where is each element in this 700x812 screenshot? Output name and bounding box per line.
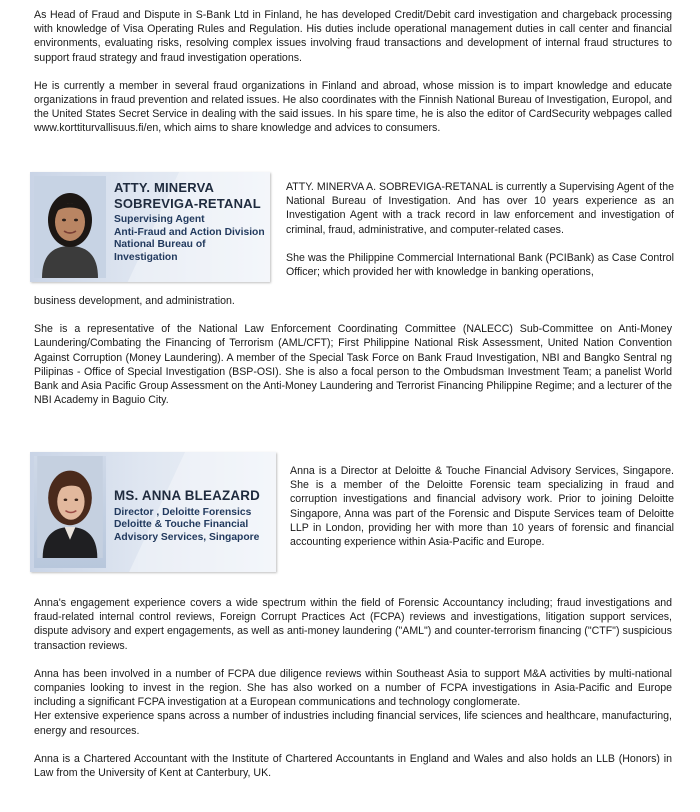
speaker-card-minerva	[30, 172, 270, 282]
speaker-role-line-1: Supervising Agent	[114, 214, 205, 225]
bio-paragraph: Her extensive experience spans across a number of industries including financial services, life sciences and healthcare, manufacturing, energy and resources.	[34, 710, 672, 737]
speaker-card-text-anna	[114, 488, 260, 544]
bio-paragraph: Anna is a Chartered Accountant with the Institute of Chartered Accountants in England and Wales and also holds an LLB (Honors) in Law from the University of Kent at Canterbury, UK.	[34, 752, 672, 780]
speaker-role-line-2: Deloitte & Touche Financial	[114, 519, 249, 531]
bio-paragraph: Anna is a Director at Deloitte & Touche Financial Advisory Services, Singapore. She is a member of the Deloitte Forensic team specializing in fraud and corruption investigations and financial advisory work. Prior to joining Deloitte Singapore, Anna was part of the Forensic and Dispute Services team of Deloitte LLP in London, providing her with more than 10 years of forensic and financial accounting experience within Asia-Pacific and Europe.	[290, 465, 674, 549]
bio-paragraph: Anna has been involved in a number of FCPA due diligence reviews within Southeast Asia to support M&A activities by multi-national companies looking to invest in the region. She has also worked on a number of FCPA investigations in Asia-Pacific and Europe including a significant FCPA investigation at a European communications and technology conglomerate.	[34, 667, 672, 709]
intro-paragraph-2: He is currently a member in several fraud organizations in Finland and abroad, whose mission is to impart knowledge and educate organizations in fraud prevention and related issues. He also coordinates with the Finnish National Bureau of Investigation, Europol, and the United States Secret Service in dealing with the said issues. In his spare time, he is also the editor of CardSecurity webpages called www.korttiturvallisuus.fi/en, which aims to share knowledge and advices to consumers.	[34, 79, 672, 135]
speaker-bio-minerva-right	[286, 180, 674, 279]
portrait-icon	[34, 456, 106, 558]
speaker-role-line-3: Advisory Services, Singapore	[114, 531, 260, 543]
bio-paragraph: Anna's engagement experience covers a wide spectrum within the field of Forensic Accountancy including; fraud investigations and fraud-related internal control reviews, Foreign Corrupt Practices Act (FCPA) reviews and investigations, litigation support services, dispute advisory and expert engagements, as well as anti-money laundering ("AML") and counter-terrorism financing ("CTF") suspicious transaction reviews.	[34, 597, 672, 652]
speaker-role-line-2: Anti-Fraud and Action Division	[114, 226, 265, 238]
bio-paragraph: She is a representative of the National Law Enforcement Coordinating Committee (NALECC) Sub-Committee on Anti-Money Laundering/Combating the Financing of Terrorism (AML/CFT); First Philippine National Risk Assessment, United Nation Convention Against Corruption (Money Laundering). A member of the Special Task Force on Bank Fraud Investigation, NBI and Bangko Sentral ng Pilipinas - Office of Special Investigation (BSP-OSI). She is also a focal person to the Ombudsman Investment Team; a panelist World Bank and Asia Pacific Group Assessment on the Anti-Money Laundering and Terrorist Financing Philippine Regime; and a lecturer of the NBI Academy in Baguio City.	[34, 323, 672, 407]
speaker-bio-anna-full	[34, 596, 672, 780]
bio-paragraph: business development, and administration.	[34, 295, 235, 307]
speaker-role-line-3: National Bureau of	[114, 239, 206, 251]
speaker-name: MS. ANNA BLEAZARD	[114, 488, 260, 503]
speaker-name-line-2: SOBREVIGA-RETANAL	[114, 195, 261, 211]
speaker-card-text-minerva	[114, 180, 265, 264]
speaker-photo-anna	[34, 456, 106, 568]
speaker-role-line-4: Investigation	[114, 251, 178, 263]
speaker-photo-minerva	[34, 176, 106, 278]
speaker-name-line-1: ATTY. MINERVA	[114, 180, 215, 195]
intro-paragraph-1: As Head of Fraud and Dispute in S-Bank Ltd in Finland, he has developed Credit/Debit card investigation and chargeback processing with knowledge of Visa Operating Rules and Regulation. His duties include operational management duties in call center and financial environments, evaluating risks, resolving complex issues involving fraud transactions and development of internal fraud structures to support fraud strategy and fraud investigation operations.	[34, 9, 672, 64]
bio-paragraph: She was the Philippine Commercial International Bank (PCIBank) as Case Control Officer; which provided her with knowledge in banking operations,	[286, 251, 674, 279]
speaker-bio-minerva-full	[34, 294, 672, 407]
speaker-role-line-1: Director , Deloitte Forensics	[114, 506, 252, 518]
bio-paragraph: ATTY. MINERVA A. SOBREVIGA-RETANAL is currently a Supervising Agent of the National Bureau of Investigation. And has over 10 years experience as an Investigation Agent with a track record in law enforcement and investigation of criminal, fraud, administrative, and computer-related cases.	[286, 181, 674, 236]
speaker-bio-anna-right	[290, 464, 674, 549]
speaker-card-anna	[30, 452, 276, 572]
intro-section	[34, 8, 672, 136]
portrait-icon	[34, 176, 106, 278]
